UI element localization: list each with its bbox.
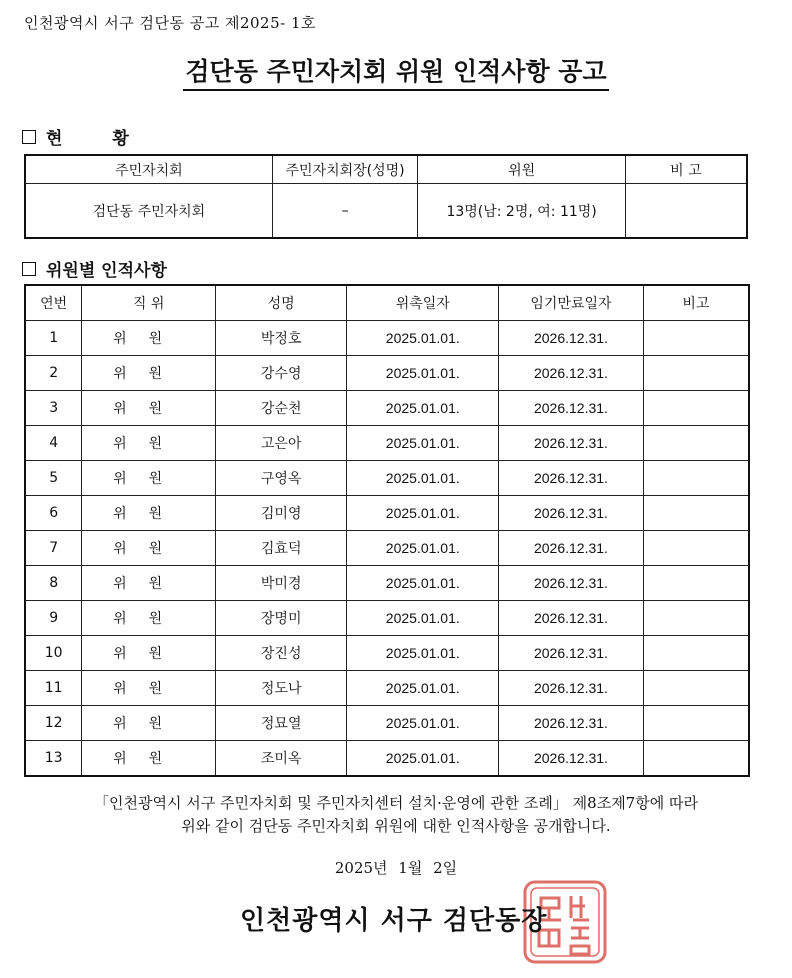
cell-position: 위원 <box>82 671 216 706</box>
members-table <box>24 284 750 777</box>
checkbox-square-icon <box>22 262 36 276</box>
header-term-end: 임기만료일자 <box>499 285 644 321</box>
cell-appointed: 2025.01.01. <box>347 566 499 601</box>
cell-appointed: 2025.01.01. <box>347 426 499 461</box>
cell-appointed: 2025.01.01. <box>347 321 499 356</box>
table-row <box>25 636 749 671</box>
issuer-name: 인천광역시 서구 검단동장 <box>240 906 548 936</box>
cell-remarks <box>643 741 749 777</box>
cell-appointed: 2025.01.01. <box>347 706 499 741</box>
status-table-header <box>25 155 747 184</box>
cell-term-end: 2026.12.31. <box>499 496 644 531</box>
cell-remarks <box>643 461 749 496</box>
cell-term-end: 2026.12.31. <box>499 321 644 356</box>
cell-appointed: 2025.01.01. <box>347 356 499 391</box>
table-row <box>25 566 749 601</box>
section-members-label: 위원별 인적사항 <box>46 261 167 281</box>
cell-members: 13명(남: 2명, 여: 11명) <box>418 184 625 239</box>
page-title <box>0 52 792 88</box>
notice-date: 2025년 1월 2일 <box>334 859 458 877</box>
cell-remarks <box>643 601 749 636</box>
cell-appointed: 2025.01.01. <box>347 671 499 706</box>
cell-no: 12 <box>25 706 82 741</box>
cell-remarks <box>643 706 749 741</box>
cell-no: 7 <box>25 531 82 566</box>
cell-name: 장진성 <box>215 636 347 671</box>
header-remarks: 비 고 <box>625 155 747 184</box>
cell-no: 11 <box>25 671 82 706</box>
cell-remarks <box>643 356 749 391</box>
section-members-heading <box>22 256 167 281</box>
table-row <box>25 391 749 426</box>
cell-position: 위원 <box>82 601 216 636</box>
cell-name: 조미옥 <box>215 741 347 777</box>
table-row <box>25 671 749 706</box>
cell-remarks <box>643 636 749 671</box>
header-remarks: 비고 <box>643 285 749 321</box>
cell-position: 위원 <box>82 496 216 531</box>
cell-no: 1 <box>25 321 82 356</box>
cell-appointed: 2025.01.01. <box>347 741 499 777</box>
cell-appointed: 2025.01.01. <box>347 391 499 426</box>
cell-term-end: 2026.12.31. <box>499 566 644 601</box>
table-row <box>25 461 749 496</box>
checkbox-square-icon <box>22 130 36 144</box>
cell-no: 10 <box>25 636 82 671</box>
cell-remarks <box>625 184 747 239</box>
cell-name: 박정호 <box>215 321 347 356</box>
cell-term-end: 2026.12.31. <box>499 356 644 391</box>
table-row <box>25 706 749 741</box>
cell-appointed: 2025.01.01. <box>347 636 499 671</box>
table-row <box>25 741 749 777</box>
header-chair: 주민자치회장(성명) <box>272 155 418 184</box>
cell-name: 김효덕 <box>215 531 347 566</box>
table-row <box>25 601 749 636</box>
cell-position: 위원 <box>82 636 216 671</box>
cell-name: 장명미 <box>215 601 347 636</box>
section-status-label: 현 황 <box>46 129 151 149</box>
cell-position: 위원 <box>82 426 216 461</box>
status-table <box>24 154 748 239</box>
cell-position: 위원 <box>82 321 216 356</box>
header-position: 직 위 <box>82 285 216 321</box>
cell-remarks <box>643 531 749 566</box>
cell-no: 4 <box>25 426 82 461</box>
cell-name: 박미경 <box>215 566 347 601</box>
legal-basis-line2: 위와 같이 검단동 주민자치회 위원에 대한 인적사항을 공개합니다. <box>181 817 611 835</box>
status-table-row <box>25 184 747 239</box>
cell-no: 9 <box>25 601 82 636</box>
cell-remarks <box>643 321 749 356</box>
cell-remarks <box>643 391 749 426</box>
cell-term-end: 2026.12.31. <box>499 461 644 496</box>
cell-name: 강순천 <box>215 391 347 426</box>
table-row <box>25 496 749 531</box>
header-appointed: 위촉일자 <box>347 285 499 321</box>
cell-no: 13 <box>25 741 82 777</box>
members-table-header <box>25 285 749 321</box>
legal-basis-line1: 「인천광역시 서구 주민자치회 및 주민자치센터 설치·운영에 관한 조례」 제8조제7항에 따라 <box>94 794 698 812</box>
document-number: 인천광역시 서구 검단동 공고 제2025- 1호 <box>24 14 316 32</box>
cell-name: 고은아 <box>215 426 347 461</box>
cell-position: 위원 <box>82 566 216 601</box>
legal-basis <box>0 792 792 838</box>
cell-name: 정도나 <box>215 671 347 706</box>
cell-position: 위원 <box>82 741 216 777</box>
page-title-text: 검단동 주민자치회 위원 인적사항 공고 <box>183 57 608 91</box>
header-council: 주민자치회 <box>25 155 272 184</box>
cell-appointed: 2025.01.01. <box>347 601 499 636</box>
cell-appointed: 2025.01.01. <box>347 461 499 496</box>
cell-position: 위원 <box>82 461 216 496</box>
cell-term-end: 2026.12.31. <box>499 531 644 566</box>
cell-name: 구영옥 <box>215 461 347 496</box>
cell-appointed: 2025.01.01. <box>347 496 499 531</box>
cell-chair: – <box>272 184 418 239</box>
cell-remarks <box>643 566 749 601</box>
cell-position: 위원 <box>82 391 216 426</box>
cell-term-end: 2026.12.31. <box>499 741 644 777</box>
cell-no: 6 <box>25 496 82 531</box>
members-table-body <box>25 321 749 777</box>
cell-no: 5 <box>25 461 82 496</box>
cell-no: 3 <box>25 391 82 426</box>
cell-term-end: 2026.12.31. <box>499 636 644 671</box>
cell-council: 검단동 주민자치회 <box>25 184 272 239</box>
header-name: 성명 <box>215 285 347 321</box>
cell-remarks <box>643 671 749 706</box>
cell-appointed: 2025.01.01. <box>347 531 499 566</box>
cell-term-end: 2026.12.31. <box>499 391 644 426</box>
cell-term-end: 2026.12.31. <box>499 426 644 461</box>
cell-name: 강수영 <box>215 356 347 391</box>
cell-position: 위원 <box>82 531 216 566</box>
section-status-heading <box>22 124 151 149</box>
cell-remarks <box>643 496 749 531</box>
cell-term-end: 2026.12.31. <box>499 706 644 741</box>
header-no: 연번 <box>25 285 82 321</box>
table-row <box>25 356 749 391</box>
cell-remarks <box>643 426 749 461</box>
cell-name: 정묘열 <box>215 706 347 741</box>
cell-term-end: 2026.12.31. <box>499 601 644 636</box>
cell-no: 8 <box>25 566 82 601</box>
cell-position: 위원 <box>82 706 216 741</box>
table-row <box>25 321 749 356</box>
table-row <box>25 426 749 461</box>
header-members: 위원 <box>418 155 625 184</box>
cell-no: 2 <box>25 356 82 391</box>
cell-name: 김미영 <box>215 496 347 531</box>
table-row <box>25 531 749 566</box>
cell-term-end: 2026.12.31. <box>499 671 644 706</box>
cell-position: 위원 <box>82 356 216 391</box>
